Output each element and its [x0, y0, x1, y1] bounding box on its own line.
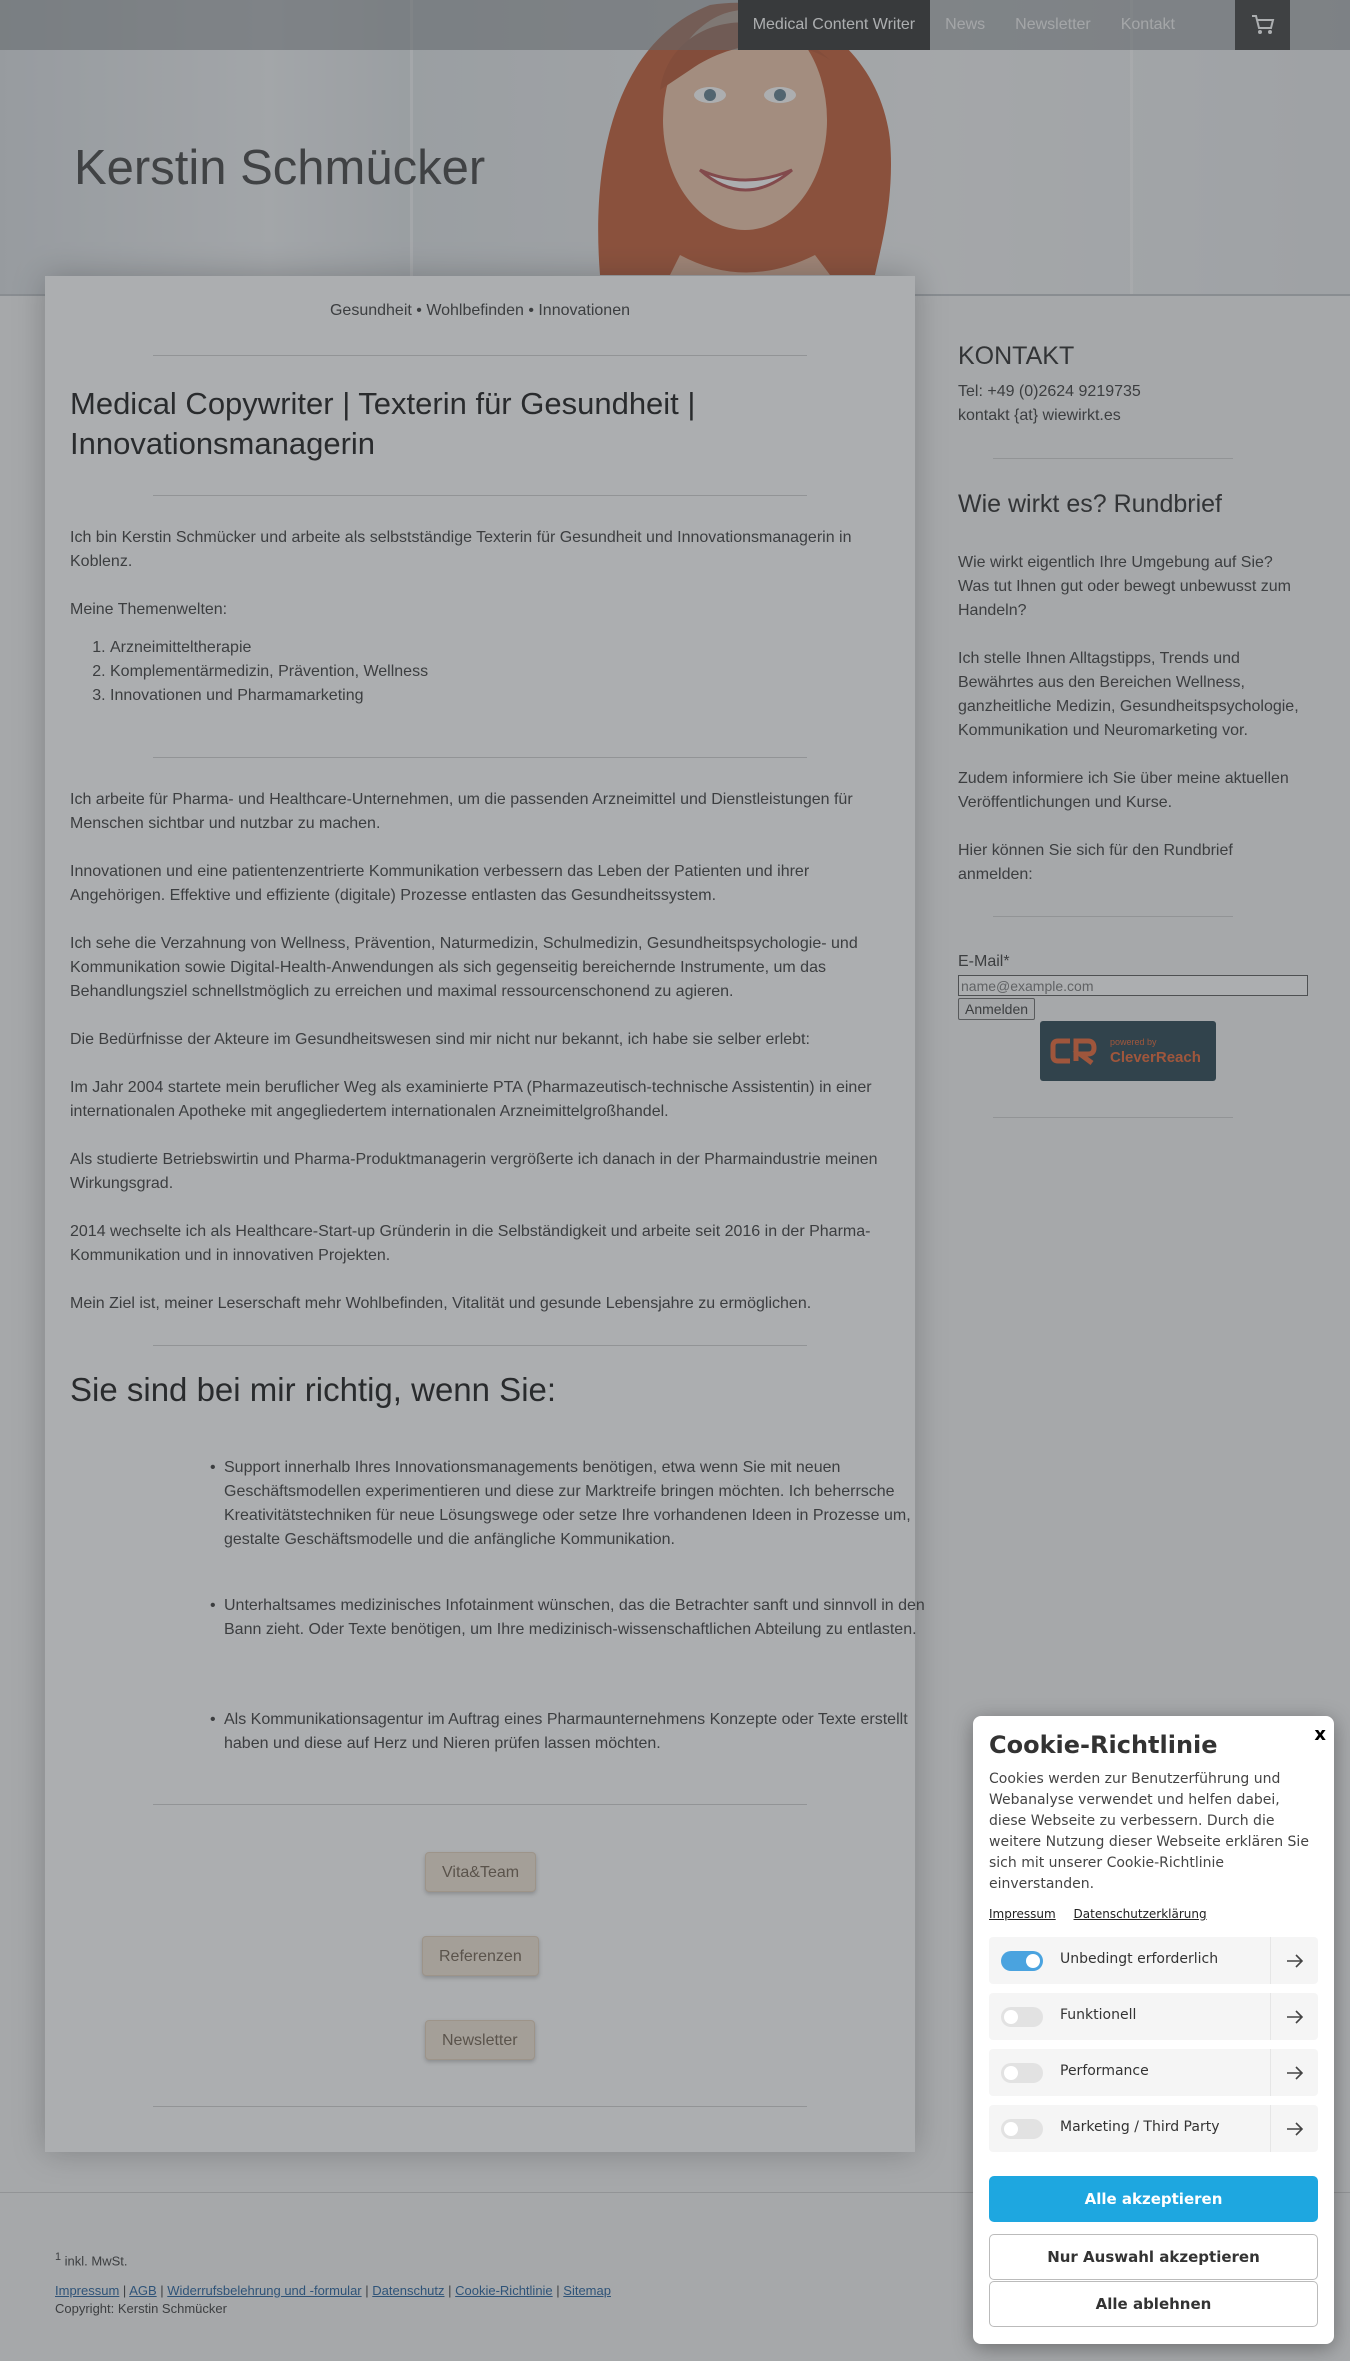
body-paragraph: Ich sehe die Verzahnung von Wellness, Prävention, Naturmedizin, Schulmedizin, Gesundheitspsychologie- und Kommunikation sowie Digital-Health-Anwendungen als sich gegenseitig bereichernde Instrumente, um das Behandlungsziel schnellstmöglich zu erreichen und maximal ressourcenschonend zu agieren. — [70, 935, 858, 1000]
cookie-dialog — [973, 1716, 1334, 2344]
list-item: • Unterhaltsames medizinisches Infotainment wünschen, das die Betrachter sanft und sinnvoll in den Bann zieht. Oder Texte benötigen, um Ihre medizinisch-wissenschaftlichen Abteilung zu entlasten. — [210, 1594, 930, 1642]
footer-link-agb[interactable]: AGB — [129, 2283, 157, 2298]
footer-separator: | — [119, 2283, 130, 2298]
arrow-right-icon — [1286, 2066, 1304, 2080]
category-label: Performance — [1060, 2063, 1149, 2079]
list-item: 2. Komplementärmedizin, Prävention, Wellness — [110, 660, 428, 684]
cookie-link-impressum[interactable]: Impressum — [989, 1907, 1056, 1921]
footer-link-sitemap[interactable]: Sitemap — [563, 2283, 611, 2298]
footer-separator: | — [444, 2283, 456, 2298]
arrow-right-icon — [1286, 1954, 1304, 1968]
category-label: Marketing / Third Party — [1060, 2119, 1220, 2135]
section-heading: Sie sind bei mir richtig, wenn Sie: — [70, 1371, 557, 1408]
close-icon[interactable]: x — [1314, 1724, 1326, 1745]
body-paragraph: Als studierte Betriebswirtin und Pharma-Produktmanagerin vergrößerte ich danach in der Pharmaindustrie meinen Wirkungsgrad. — [70, 1151, 878, 1192]
newsletter-heading: Wie wirkt es? Rundbrief — [958, 490, 1222, 518]
contact-email[interactable]: kontakt {at} wiewirkt.es — [958, 407, 1121, 424]
category-label: Unbedingt erforderlich — [1060, 1951, 1219, 1967]
referenzen-button[interactable]: Referenzen — [422, 1936, 539, 1976]
toggle-functional[interactable] — [1001, 2007, 1043, 2027]
footer-link-impressum[interactable]: Impressum — [55, 2283, 120, 2298]
newsletter-button[interactable]: Newsletter — [425, 2020, 535, 2060]
nav-item-medical-content-writer[interactable]: Medical Content Writer — [738, 0, 930, 50]
nav-item-kontakt[interactable]: Kontakt — [1120, 16, 1175, 33]
toggle-knob — [1004, 2066, 1018, 2080]
nav-item-newsletter[interactable]: Newsletter — [1015, 16, 1091, 33]
contact-heading: KONTAKT — [958, 342, 1075, 370]
toggle-knob — [1004, 2122, 1018, 2136]
accept-all-button[interactable]: Alle akzeptieren — [989, 2176, 1318, 2222]
newsletter-signup-button[interactable]: Anmelden — [958, 998, 1035, 1020]
category-label: Funktionell — [1060, 2007, 1137, 2023]
toggle-performance[interactable] — [1001, 2063, 1043, 2083]
arrow-right-icon — [1286, 2122, 1304, 2136]
cookie-category-necessary — [989, 1937, 1318, 1984]
body-paragraph: Ich arbeite für Pharma- und Healthcare-Unternehmen, um die passenden Arzneimittel und Dienstleistungen für Menschen sichtbar und nutzbar zu machen. — [70, 791, 853, 832]
email-label: E-Mail* — [958, 953, 1010, 970]
list-item: • Support innerhalb Ihres Innovationsmanagements benötigen, etwa wenn Sie mit neuen Geschäftsmodellen experimentieren und diese zur Marktreife bringen möchten. Ich beherrsche Kreativitätstechniken für neue Lösungswege oder setze Ihre vorhandenen Ideen in Prozesse um, gestalte Geschäftsmodelle und die anfängliche Kommunikation. — [210, 1456, 930, 1552]
intro-paragraph: Ich bin Kerstin Schmücker und arbeite als selbstständige Texterin für Gesundheit und Innovationsmanagerin in Koblenz. — [70, 529, 852, 570]
footer-link-cookie-richtlinie[interactable]: Cookie-Richtlinie — [455, 2283, 553, 2298]
accept-selection-button[interactable]: Nur Auswahl akzeptieren — [989, 2234, 1318, 2280]
newsletter-paragraph: Ich stelle Ihnen Alltagstipps, Trends und Bewährtes aus den Bereichen Wellness, ganzheitliche Medizin, Gesundheitspsychologie, Kommunikation und Neuromarketing vor. — [958, 650, 1299, 739]
badge-brand-text: CleverReach — [1110, 1048, 1201, 1066]
toggle-knob — [1026, 1954, 1040, 1968]
newsletter-paragraph: Hier können Sie sich für den Rundbrief anmelden: — [958, 842, 1233, 883]
list-item: • Als Kommunikationsagentur im Auftrag eines Pharmaunternehmens Konzepte oder Texte erstellt haben und diese auf Herz und Nieren prüfen lassen möchten. — [210, 1708, 930, 1756]
newsletter-paragraph: Wie wirkt eigentlich Ihre Umgebung auf Sie? Was tut Ihnen gut oder bewegt unbewusst zum Handeln? — [958, 554, 1291, 619]
cookie-category-marketing — [989, 2105, 1318, 2152]
site-title[interactable]: Kerstin Schmücker — [74, 141, 486, 195]
toggle-marketing[interactable] — [1001, 2119, 1043, 2139]
list-item: 3. Innovationen und Pharmamarketing — [110, 684, 428, 708]
body-paragraph: Mein Ziel ist, meiner Leserschaft mehr Wohlbefinden, Vitalität und gesunde Lebensjahre zu ermöglichen. — [70, 1295, 812, 1312]
body-paragraph: 2014 wechselte ich als Healthcare-Start-up Gründerin in die Selbständigkeit und arbeite seit 2016 in der Pharma-Kommunikation und in innovativen Projekten. — [70, 1223, 871, 1264]
footnote-text: inkl. MwSt. — [61, 2253, 128, 2269]
footer-separator: | — [156, 2283, 168, 2298]
category-details-button[interactable] — [1270, 1937, 1318, 1984]
page-heading: Medical Copywriter | Texterin für Gesundheit | Innovationsmanagerin — [70, 386, 696, 461]
cookie-links — [989, 1907, 1221, 1921]
category-details-button[interactable] — [1270, 1993, 1318, 2040]
body-paragraph: Die Bedürfnisse der Akteure im Gesundheitswesen sind mir nicht nur bekannt, ich habe sie selber erlebt: — [70, 1031, 810, 1048]
toggle-knob — [1004, 2010, 1018, 2024]
cookie-link-datenschutz[interactable]: Datenschutzerklärung — [1073, 1907, 1207, 1921]
cookie-description: Cookies werden zur Benutzerführung und Webanalyse verwendet und helfen dabei, diese Webseite zu verbessern. Durch die weitere Nutzung dieser Webseite erklären Sie sich mit unserer Cookie-Richtlinie einverstanden. — [989, 1771, 1309, 1892]
topics-label: Meine Themenwelten: — [70, 601, 228, 618]
category-details-button[interactable] — [1270, 2105, 1318, 2152]
cookie-category-performance — [989, 2049, 1318, 2096]
footer-separator: | — [361, 2283, 373, 2298]
nav-item-news[interactable]: News — [945, 16, 986, 33]
cookie-title: Cookie-Richtlinie — [989, 1731, 1218, 1759]
arrow-right-icon — [1286, 2010, 1304, 2024]
footnote-marker: 1 — [55, 2251, 62, 2263]
reject-all-button[interactable]: Alle ablehnen — [989, 2281, 1318, 2327]
footer-link-datenschutz[interactable]: Datenschutz — [372, 2283, 445, 2298]
toggle-necessary[interactable] — [1001, 1951, 1043, 1971]
tagline: Gesundheit • Wohlbefinden • Innovationen — [329, 302, 630, 319]
body-paragraph: Innovationen und eine patientenzentrierte Kommunikation verbessern das Leben der Patienten und ihrer Angehörigen. Effektive und effiziente (digitale) Prozesse entlasten das Gesundheitssystem. — [70, 863, 810, 904]
footer-link-widerruf[interactable]: Widerrufsbelehrung und -formular — [167, 2283, 362, 2298]
cookie-category-functional — [989, 1993, 1318, 2040]
list-item: 1. Arzneimitteltherapie — [110, 636, 428, 660]
category-details-button[interactable] — [1270, 2049, 1318, 2096]
footer-separator: | — [552, 2283, 564, 2298]
body-paragraph: Im Jahr 2004 startete mein beruflicher Weg als examinierte PTA (Pharmazeutisch-technische Assistentin) in einer internationalen Apotheke mit angegliedertem internationalen Arzneimittelgroßhandel. — [70, 1079, 872, 1120]
vita-team-button[interactable]: Vita&Team — [425, 1852, 536, 1892]
copyright: Copyright: Kerstin Schmücker — [55, 2301, 227, 2316]
contact-phone[interactable]: Tel: +49 (0)2624 9219735 — [958, 383, 1141, 400]
newsletter-paragraph: Zudem informiere ich Sie über meine aktuellen Veröffentlichungen und Kurse. — [958, 770, 1289, 811]
badge-small-text: powered by — [1110, 1036, 1157, 1047]
